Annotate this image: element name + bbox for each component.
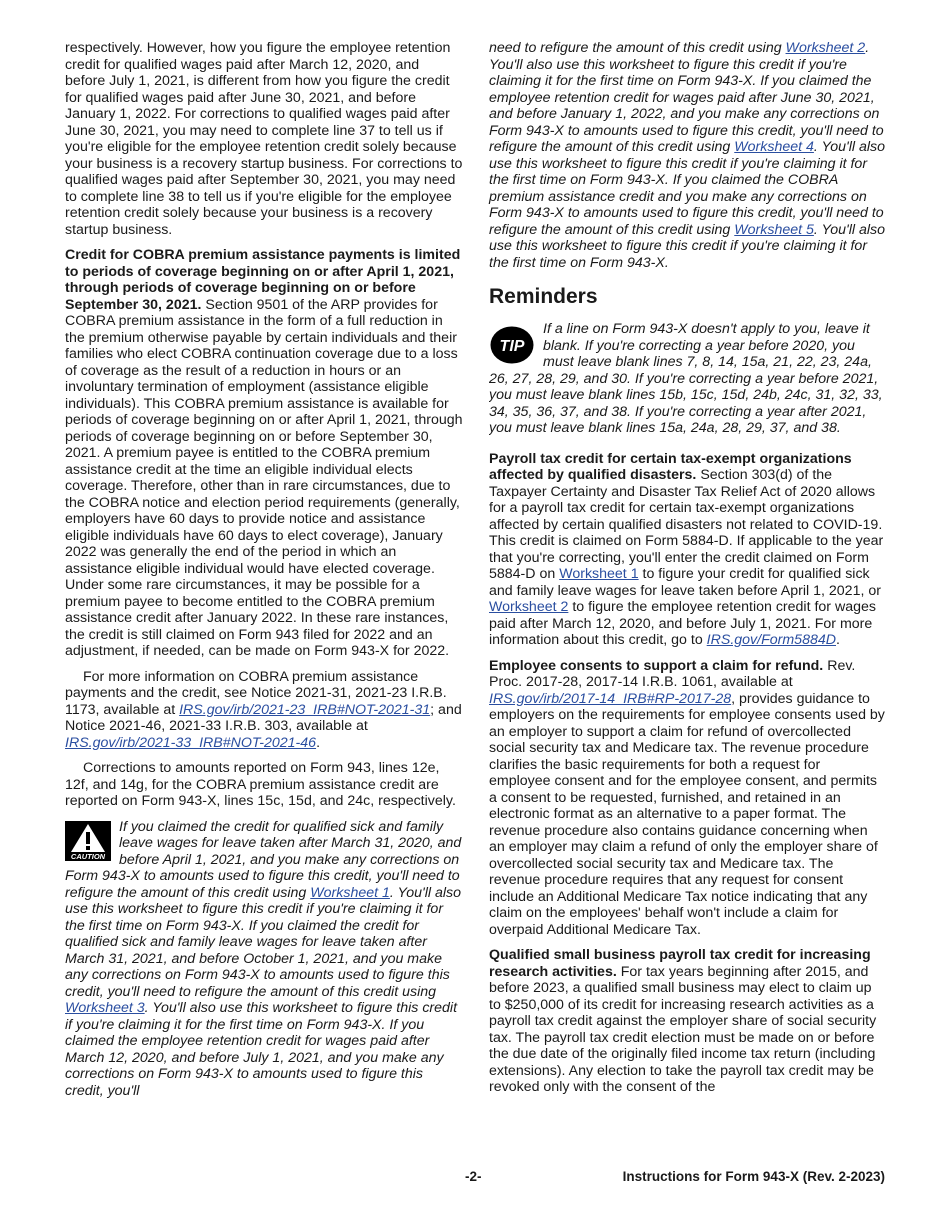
- paragraph-cobra: [65, 247, 463, 660]
- link-form-5884d[interactable]: IRS.gov/Form5884D: [706, 632, 836, 648]
- more-info-text-3: .: [316, 734, 321, 751]
- page-footer: [65, 1169, 885, 1189]
- cobra-body: Section 9501 of the ARP provides for COBRA premium assistance in the form of a full reduction in the premium otherwise payable by certain individuals and their families who elect COBRA continuation coverage due to a loss of coverage as the result of a reduction in hours or an involuntary termination of employment (assistance eligible individuals). This COBRA premium assistance is available for periods of coverage beginning on or after April 1, 2021, through periods of coverage beginning on or before September 30, 2021. A premium payee is entitled to the COBRA premium assistance credit at the time an eligible individual elects coverage. Therefore, other than in rare circumstances, due to the COBRA notice and election period requirements (generally, employers have 60 days to provide notice and assistance eligible individuals have 60 days to elect coverage), January 2022 was generally the end of the period in which an assistance eligible individual would have elected coverage. Under some rare circumstances, it may be possible for a premium payee to become entitled to the COBRA premium assistance credit after January 2022. In these rare instances, the credit is still claimed on Form 943 filed for 2022 and an adjustment, if needed, can be made on Form 943-X for 2022.: [65, 296, 463, 659]
- caution-cont-text-3: . You'll also use this worksheet to figure this credit if you're claiming it for the first time on Form 943-X. If you claimed the COBRA premium assistance credit and you make any corrections on Form 943-X to amounts used to figure this credit, you'll need to refigure the amount of this credit using: [489, 139, 885, 238]
- link-rev-proc-2017-28[interactable]: IRS.gov/irb/2017-14_IRB#RP-2017-28: [489, 690, 732, 707]
- link-worksheet-5[interactable]: Worksheet 5: [734, 221, 814, 238]
- payroll-text-2: to figure your credit for qualified sick and family leave wages for leave taken before April 1, 2021, or: [489, 566, 881, 599]
- caution-text-1: If you claimed the credit for qualified sick and family leave wages for leave taken after March 31, 2020, and before April 1, 2021, and you make any corrections on Form 943-X to amounts used to figure this credit, you'll need to refigure the amount of this credit using: [65, 818, 462, 901]
- link-notice-2021-31[interactable]: IRS.gov/irb/2021-23_IRB#NOT-2021-31: [179, 701, 431, 718]
- paragraph-research-credit: [489, 947, 885, 1096]
- caution-text-3: . You'll also use this worksheet to figure this credit if you're claiming it for the first time on Form 943-X. If you claimed the employee retention credit for wages paid after March 12, 2020, and before July 1, 2021, and you make any corrections on Form 943-X to amounts used to figure this credit, you'll: [65, 1000, 458, 1099]
- tip-note: [489, 321, 885, 437]
- link-worksheet-2[interactable]: Worksheet 2: [785, 40, 866, 56]
- paragraph-cobra-more-info: [65, 669, 463, 752]
- cobra-heading: Credit for COBRA premium assistance payments is limited to periods of coverage beginning on or after April 1, 2021, through periods of coverage beginning on or before September 30, 2021.: [65, 247, 461, 313]
- caution-label: CAUTION: [70, 851, 106, 861]
- payroll-text-3: to figure the employee retention credit for wages paid after March 12, 2020, and before July 1, 2021. For more information about this credit, go to: [489, 599, 876, 648]
- caution-note: [65, 819, 463, 1100]
- page-number: -2-: [465, 1169, 482, 1184]
- caution-continued: [489, 40, 885, 271]
- reminders-heading: Reminders: [489, 285, 598, 308]
- link-worksheet-1-payroll[interactable]: Worksheet 1: [559, 566, 639, 582]
- caution-cont-text-1: need to refigure the amount of this credit using: [489, 40, 786, 56]
- tip-text: If a line on Form 943-X doesn't apply to you, leave it blank. If you're correcting a year before 2020, you must leave blank lines 7, 8, 14, 15a, 21, 22, 23, 24a, 26, 27, 28, 29, and 30. If you're correcting a year before 2021, you must leave blank lines 15b, 15c, 15d, 24b, 24c, 31, 32, 33, 34, 35, 36, 37, and 38. If you're correcting a year after 2021, you must leave blank lines 15a, 24a, 28, 29, 37, and 38.: [489, 321, 883, 436]
- left-column: [65, 40, 463, 1113]
- research-body: For tax years beginning after 2015, and before 2023, a qualified small business may elect to claim up to $250,000 of its credit for increasing research activities as a payroll tax credit against the employer share of social security tax. The payroll tax credit election must be made on or before the due date of the originally filed income tax return (including extensions). Any election to take the payroll tax credit may be revoked only with the consent of the: [489, 963, 877, 1095]
- caution-cont-text-2: . You'll also use this worksheet to figure this credit if you're claiming it for the first time on Form 943-X. If you claimed the employee retention credit for wages paid after June 30, 2021, and before January 1, 2022, and you make any corrections on Form 943-X to amounts used to figure this credit, you'll need to refigure the amount of this credit using: [489, 40, 884, 155]
- caution-cont-text-4: . You'll also use this worksheet to figure this credit if you're claiming it for the first time on Form 943-X.: [489, 221, 885, 271]
- tip-label: TIP: [499, 338, 525, 355]
- more-info-text: For more information on COBRA premium assistance payments and the credit, see Notice 2021-31, 2021-23 I.R.B. 1173, available at: [65, 668, 447, 718]
- paragraph-erc-continued: respectively. However, how you figure the employee retention credit for qualified wages paid after March 12, 2020, and before July 1, 2021, is different from how you figure the credit for qualified wages paid after June 30, 2021, and before January 1, 2022. For corrections to qualified wages paid after June 30, 2021, you may need to complete line 37 to tell us if you're eligible for the employee retention credit solely because your business is a recovery startup business. For corrections to qualified wages paid after September 30, 2021, you may need to complete line 38 to tell us if you're eligible for the employee retention credit solely because your business is a recovery startup business.: [65, 40, 463, 238]
- payroll-text-4: .: [836, 632, 840, 648]
- paragraph-payroll-disasters: [489, 451, 885, 649]
- paragraph-employee-consents: [489, 658, 885, 939]
- consent-text-2: , provides guidance to employers on the requirements for employee consents used by an employer to support a claim for refund of overcollected social security tax and Medicare tax. The revenue procedure clarifies the basic requirements for both a request for employee consent and for the employee consent, and permits a consent to be requested, furnished, and retained in an electronic format as an alternative to a paper format. The revenue procedure also contains guidance concerning when an employer may claim a refund of only the employer share of overcollected social security tax and Medicare tax. The revenue procedure requires that any request for consent include an Additional Medicare Tax notice indicating that any claim on the employees' behalf won't include a claim for overpaid Additional Medicare Tax.: [489, 690, 885, 938]
- consent-text-1: Rev. Proc. 2017-28, 2017-14 I.R.B. 1061, available at: [489, 657, 856, 690]
- document-title: Instructions for Form 943-X (Rev. 2-2023): [622, 1169, 885, 1184]
- link-worksheet-3[interactable]: Worksheet 3: [65, 1000, 145, 1016]
- link-worksheet-2-payroll[interactable]: Worksheet 2: [489, 599, 569, 615]
- paragraph-corrections: Corrections to amounts reported on Form 943, lines 12e, 12f, and 14g, for the COBRA premium assistance credit are reported on Form 943-X, lines 15c, 15d, and 24c, respectively.: [65, 760, 456, 809]
- more-info-text-2: ; and Notice 2021-46, 2021-33 I.R.B. 303, available at: [65, 701, 462, 734]
- payroll-text-1: Section 303(d) of the Taxpayer Certainty and Disaster Tax Relief Act of 2020 allows for a payroll tax credit for certain tax-exempt organizations affected by certain qualified disasters not related to COVID-19. This credit is claimed on Form 5884-D. If applicable to the year that you're correcting, you'll enter the credit claimed on Form 5884-D on: [489, 467, 884, 582]
- link-worksheet-1[interactable]: Worksheet 1: [310, 884, 390, 901]
- link-worksheet-4[interactable]: Worksheet 4: [734, 139, 814, 155]
- consent-heading: Employee consents to support a claim for refund.: [489, 657, 824, 674]
- research-heading: Qualified small business payroll tax credit for increasing research activities.: [489, 947, 871, 980]
- tip-icon: [489, 325, 535, 365]
- caution-text-2: . You'll also use this worksheet to figure this credit if you're claiming it for the first time on Form 943-X. If you claimed the credit for qualified sick and family leave wages for leave taken after March 31, 2021, and before October 1, 2021, and you make any corrections on Form 943-X to amounts used to figure this credit, you'll need to refigure the amount of this credit using: [65, 884, 461, 1000]
- link-notice-2021-46[interactable]: IRS.gov/irb/2021-33_IRB#NOT-2021-46: [65, 734, 317, 751]
- caution-icon: [65, 821, 111, 861]
- right-column: [489, 40, 885, 1105]
- payroll-heading: Payroll tax credit for certain tax-exempt organizations affected by qualified disasters.: [489, 450, 852, 483]
